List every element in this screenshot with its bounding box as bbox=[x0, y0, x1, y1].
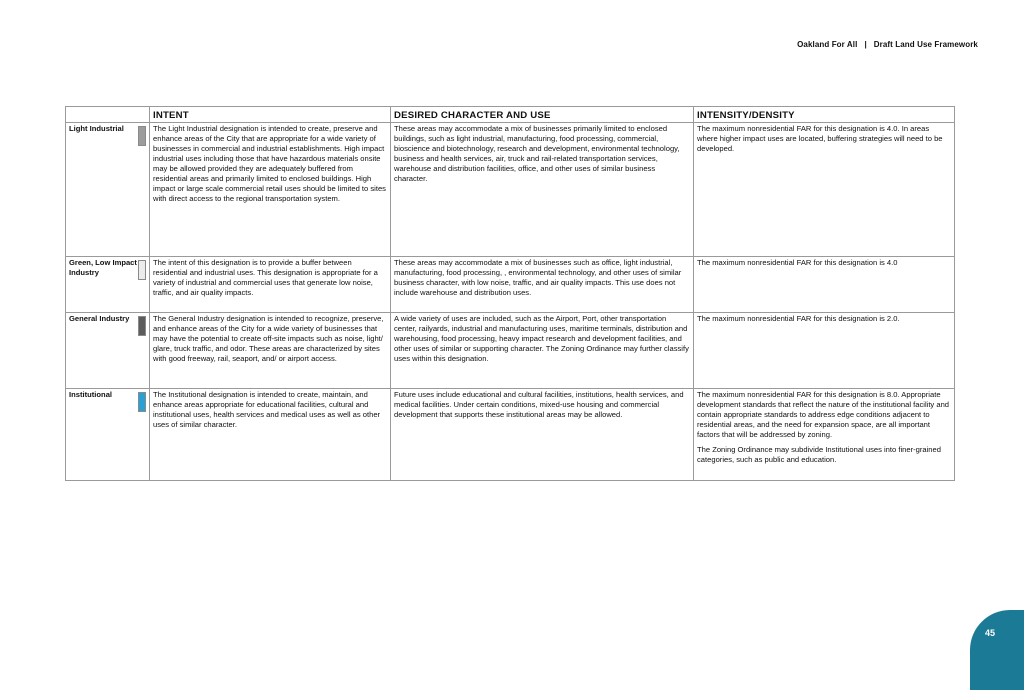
intent-cell: The Light Industrial designation is intended to create, preserve and enhance areas of the City that are appropriate for a wide variety of businesses in commercial and industrial establishments. High impact industrial uses including those that have hazardous materials onsite may be allowed provided they are adequately buffered from residential areas and primarily limited to enclosed buildings. High impact or large scale commercial retail uses should be limited to sites with direct access to the regional transportation system. bbox=[150, 123, 391, 257]
intensity-text: The maximum nonresidential FAR for this designation is 4.0. In areas where higher impact uses are located, buffering strategies will need to be developed. bbox=[697, 124, 943, 153]
color-swatch bbox=[138, 316, 146, 336]
character-cell: These areas may accommodate a mix of businesses such as office, light industrial, manufacturing, food processing, , environmental technology, and other uses of similar business character, with low noise, traffic, and air quality impacts. This use does not include warehouse and distribution uses. bbox=[391, 257, 694, 313]
intensity-text: The maximum nonresidential FAR for this designation is 4.0 bbox=[697, 258, 898, 267]
color-swatch bbox=[138, 260, 146, 280]
designation-cell bbox=[66, 123, 150, 257]
designation-cell bbox=[66, 257, 150, 313]
designation-cell bbox=[66, 313, 150, 389]
designation-label: Light Industrial bbox=[69, 124, 124, 133]
table-header-row bbox=[66, 107, 955, 123]
intent-cell: The General Industry designation is intended to recognize, preserve, and enhance areas of the City for a wide variety of businesses that may have the potential to create off-site impacts such as noise, light/ glare, truck traffic, and odor. These areas are characterized by sites with good freeway, rail, seaport, and/ or airport access. bbox=[150, 313, 391, 389]
designation-label: General Industry bbox=[69, 314, 130, 323]
character-cell: A wide variety of uses are included, such as the Airport, Port, other transportation center, railyards, industrial and manufacturing uses, maritime terminals, distribution and warehousing, food processing, heavy impact research and development facilities, and other uses of similar or supporting character. The Zoning Ordinance may further classify uses within this designation. bbox=[391, 313, 694, 389]
column-header-intensity: INTENSITY/DENSITY bbox=[694, 107, 955, 123]
table-row bbox=[66, 313, 955, 389]
column-header-desired-character: DESIRED CHARACTER AND USE bbox=[391, 107, 694, 123]
document-title: Draft Land Use Framework bbox=[873, 40, 978, 49]
header-separator: | bbox=[864, 40, 867, 49]
running-header bbox=[797, 40, 978, 49]
character-cell: These areas may accommodate a mix of businesses primarily limited to enclosed buildings, such as light industrial, manufacturing, food processing, commercial, bioscience and biotechnology, research and development, environmental technology, business and health services, air, truck and rail-related transportation services, warehouse and distribution facilities, office, and other uses of similar business character. bbox=[391, 123, 694, 257]
intensity-cell bbox=[694, 389, 955, 481]
intensity-text: The maximum nonresidential FAR for this designation is 8.0. Appropriate development standards that reflect the nature of the institutional facility and contain appropriate standards to address edge conditions adjacent to residential areas, and the need for expansion space, are all important factors that will be addressed by zoning. bbox=[697, 390, 950, 439]
intensity-text: The maximum nonresidential FAR for this designation is 2.0. bbox=[697, 314, 900, 323]
color-swatch bbox=[138, 126, 146, 146]
intensity-cell bbox=[694, 123, 955, 257]
character-cell: Future uses include educational and cultural facilities, institutions, health services, and medical facilities. Under certain conditions, mixed-use housing and commercial development that supports these institutional areas may be allowed. bbox=[391, 389, 694, 481]
intensity-text: The Zoning Ordinance may subdivide Institutional uses into finer-grained categories, such as public and education. bbox=[697, 445, 941, 464]
table-row bbox=[66, 123, 955, 257]
intensity-cell bbox=[694, 313, 955, 389]
table-row bbox=[66, 389, 955, 481]
page-number-badge bbox=[970, 610, 1024, 690]
intent-cell: The Institutional designation is intended to create, maintain, and enhance areas appropriate for educational facilities, cultural and institutional uses, health services and medical uses as well as other uses of similar character. bbox=[150, 389, 391, 481]
land-use-designation-table bbox=[65, 106, 955, 481]
column-header-designation bbox=[66, 107, 150, 123]
designation-cell bbox=[66, 389, 150, 481]
document-series-title: Oakland For All bbox=[797, 40, 858, 49]
page-number: 45 bbox=[985, 628, 996, 638]
intensity-cell bbox=[694, 257, 955, 313]
color-swatch bbox=[138, 392, 146, 412]
table-row bbox=[66, 257, 955, 313]
designation-label: Green, Low Impact Industry bbox=[69, 258, 137, 277]
designation-label: Institutional bbox=[69, 390, 113, 399]
column-header-intent: INTENT bbox=[150, 107, 391, 123]
intent-cell: The intent of this designation is to provide a buffer between residential and industrial uses. This designation is appropriate for a variety of industrial and commercial uses that generate low noise, traffic, and air quality impacts. bbox=[150, 257, 391, 313]
